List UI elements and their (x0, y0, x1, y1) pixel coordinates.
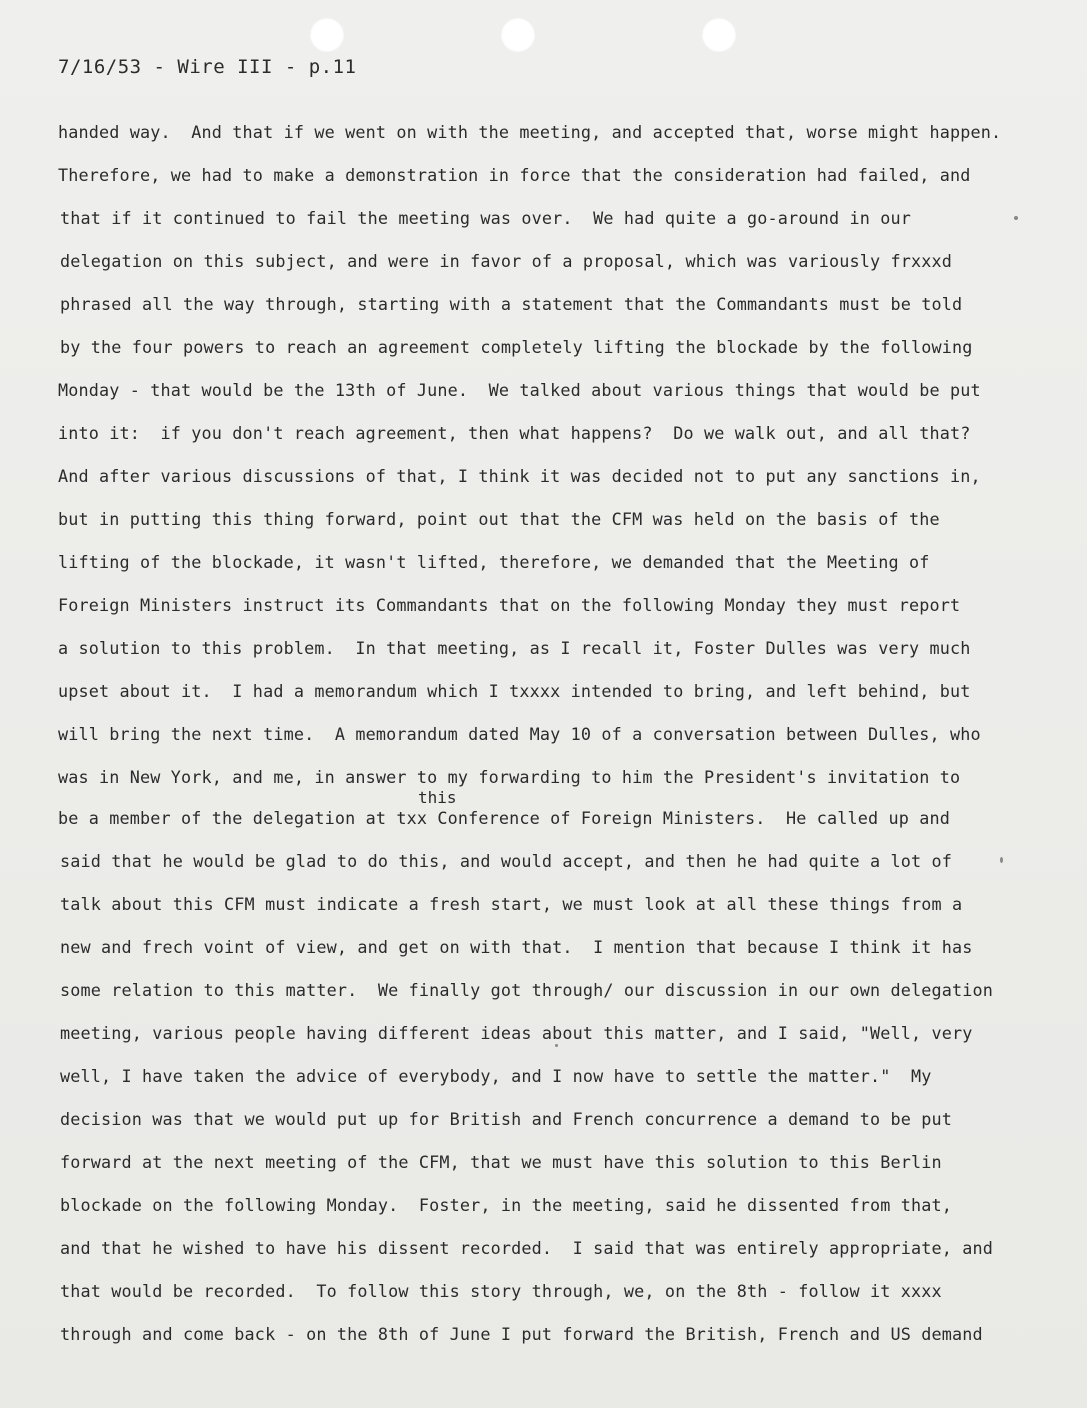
paper-speck (555, 1044, 558, 1047)
text-line: forward at the next meeting of the CFM, that we must have this solution to this Berlin (60, 1152, 942, 1172)
text-line: upset about it. I had a memorandum which I txxxx intended to bring, and left behind, but (58, 681, 971, 701)
text-line: that if it continued to fail the meeting was over. We had quite a go-around in our (60, 208, 912, 228)
handwritten-insertion: this (418, 788, 457, 807)
text-line: And after various discussions of that, I think it was decided not to put any sanctions in, (58, 466, 981, 486)
text-line: decision was that we would put up for British and French concurrence a demand to be put (60, 1109, 953, 1129)
text-line: a solution to this problem. In that meeting, as I recall it, Foster Dulles was very much (58, 638, 971, 658)
text-line: but in putting this thing forward, point out that the CFM was held on the basis of the (58, 509, 940, 529)
text-line: and that he wished to have his dissent recorded. I said that was entirely appropriate, and (60, 1238, 994, 1258)
text-line: handed way. And that if we went on with the meeting, and accepted that, worse might happen. (58, 122, 1002, 142)
text-line: will bring the next time. A memorandum dated May 10 of a conversation between Dulles, who (58, 724, 981, 744)
text-line: blockade on the following Monday. Foster, in the meeting, said he dissented from that, (60, 1195, 953, 1215)
text-line: through and come back - on the 8th of June I put forward the British, French and US demand (60, 1324, 983, 1344)
text-line: into it: if you don't reach agreement, then what happens? Do we walk out, and all that? (58, 423, 971, 443)
page-header: 7/16/53 - Wire III - p.11 (58, 56, 357, 78)
punch-hole-left (310, 18, 344, 52)
text-line: delegation on this subject, and were in favor of a proposal, which was variously frxxxd (60, 251, 953, 271)
text-line: well, I have taken the advice of everybody, and I now have to settle the matter." My (60, 1066, 932, 1086)
text-line: by the four powers to reach an agreement completely lifting the blockade by the following (60, 337, 973, 357)
text-line: talk about this CFM must indicate a fresh start, we must look at all these things from a (60, 894, 963, 914)
text-line: that would be recorded. To follow this story through, we, on the 8th - follow it xxxx (60, 1281, 942, 1301)
text-line: said that he would be glad to do this, and would accept, and then he had quite a lot of (60, 851, 953, 871)
text-line: was in New York, and me, in answer to my forwarding to him the President's invitation to (58, 767, 961, 787)
text-line: meeting, various people having different ideas about this matter, and I said, "Well, very (60, 1023, 973, 1043)
paper-speck (1000, 857, 1003, 863)
text-line: lifting of the blockade, it wasn't lifted, therefore, we demanded that the Meeting of (58, 552, 930, 572)
text-line: new and frech voint of view, and get on with that. I mention that because I think it has (60, 937, 973, 957)
text-line: Therefore, we had to make a demonstration in force that the consideration had failed, and (58, 165, 971, 185)
text-line: phrased all the way through, starting with a statement that the Commandants must be told (60, 294, 963, 314)
paper-speck (1014, 216, 1018, 220)
text-line: be a member of the delegation at txx Conference of Foreign Ministers. He called up and (58, 808, 951, 828)
text-line: Monday - that would be the 13th of June. We talked about various things that would be put (58, 380, 981, 400)
punch-hole-right (702, 18, 736, 52)
punch-hole-center (501, 18, 535, 52)
text-line: Foreign Ministers instruct its Commandants that on the following Monday they must report (58, 595, 961, 615)
text-line: some relation to this matter. We finally got through/ our discussion in our own delegation (60, 980, 994, 1000)
